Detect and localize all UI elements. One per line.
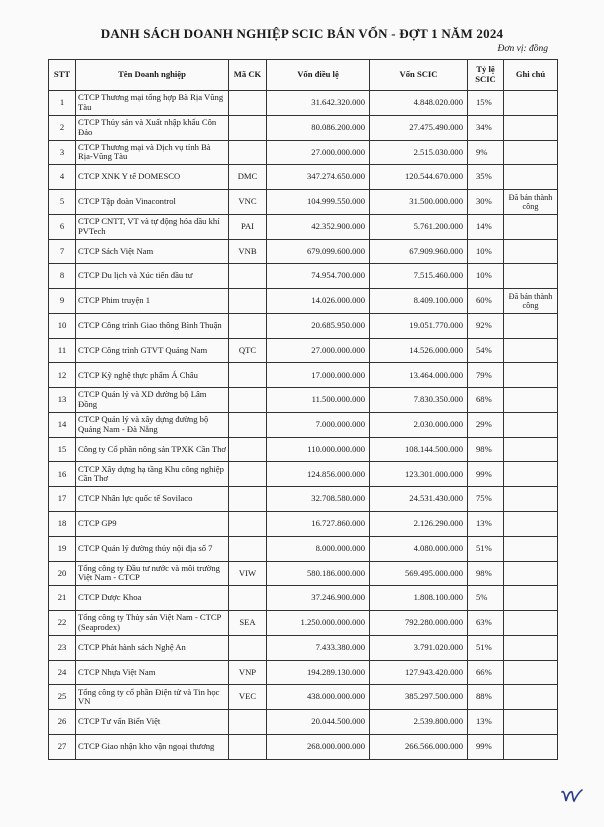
header-charter-capital: Vốn điều lệ bbox=[267, 60, 370, 91]
table-row bbox=[49, 710, 558, 735]
table-row bbox=[49, 239, 558, 264]
row-scic-ratio: 14% bbox=[468, 214, 504, 239]
row-scic-capital: 3.791.020.000 bbox=[370, 635, 468, 660]
row-charter-capital: 37.246.900.000 bbox=[267, 586, 370, 611]
row-charter-capital: 14.026.000.000 bbox=[267, 289, 370, 314]
row-charter-capital: 347.274.650.000 bbox=[267, 165, 370, 190]
row-stock-code bbox=[229, 412, 267, 437]
row-stock-code: VIW bbox=[229, 561, 267, 586]
row-scic-capital: 7.515.460.000 bbox=[370, 264, 468, 289]
row-stock-code: QTC bbox=[229, 338, 267, 363]
row-stock-code bbox=[229, 710, 267, 735]
row-stock-code bbox=[229, 363, 267, 388]
row-note bbox=[504, 313, 558, 338]
row-stock-code: VEC bbox=[229, 685, 267, 710]
row-stock-code: DMC bbox=[229, 165, 267, 190]
row-company-name: CTCP Thủy sản và Xuất nhập khẩu Côn Đảo bbox=[76, 115, 229, 140]
table-row bbox=[49, 412, 558, 437]
row-charter-capital: 42.352.900.000 bbox=[267, 214, 370, 239]
row-scic-capital: 8.409.100.000 bbox=[370, 289, 468, 314]
row-scic-ratio: 30% bbox=[468, 190, 504, 215]
header-company-name: Tên Doanh nghiệp bbox=[76, 60, 229, 91]
row-company-name: Tổng công ty Thủy sản Việt Nam - CTCP (Seaprodex) bbox=[76, 611, 229, 636]
row-scic-capital: 2.515.030.000 bbox=[370, 140, 468, 165]
row-company-name: CTCP Nhân lực quốc tế Sovilaco bbox=[76, 487, 229, 512]
row-stock-code bbox=[229, 512, 267, 537]
row-scic-capital: 2.030.000.000 bbox=[370, 412, 468, 437]
row-note bbox=[504, 264, 558, 289]
row-stock-code bbox=[229, 734, 267, 759]
row-stock-code: VNB bbox=[229, 239, 267, 264]
row-scic-ratio: 63% bbox=[468, 611, 504, 636]
row-scic-ratio: 13% bbox=[468, 512, 504, 537]
row-scic-ratio: 10% bbox=[468, 264, 504, 289]
row-charter-capital: 80.086.200.000 bbox=[267, 115, 370, 140]
table-row bbox=[49, 437, 558, 462]
row-scic-capital: 4.080.000.000 bbox=[370, 536, 468, 561]
row-company-name: Công ty Cổ phần nông sản TPXK Cần Thơ bbox=[76, 437, 229, 462]
header-scic-capital: Vốn SCIC bbox=[370, 60, 468, 91]
row-scic-capital: 266.566.000.000 bbox=[370, 734, 468, 759]
row-note bbox=[504, 635, 558, 660]
table-row bbox=[49, 611, 558, 636]
row-charter-capital: 20.685.950.000 bbox=[267, 313, 370, 338]
table-row bbox=[49, 165, 558, 190]
row-charter-capital: 1.250.000.000.000 bbox=[267, 611, 370, 636]
row-scic-ratio: 88% bbox=[468, 685, 504, 710]
header-stt: STT bbox=[49, 60, 76, 91]
header-note: Ghi chú bbox=[504, 60, 558, 91]
table-row bbox=[49, 462, 558, 487]
table-row bbox=[49, 586, 558, 611]
row-scic-ratio: 51% bbox=[468, 536, 504, 561]
row-scic-ratio: 60% bbox=[468, 289, 504, 314]
row-scic-capital: 569.495.000.000 bbox=[370, 561, 468, 586]
row-company-name: CTCP CNTT, VT và tự động hóa dầu khí PVTech bbox=[76, 214, 229, 239]
row-charter-capital: 20.044.500.000 bbox=[267, 710, 370, 735]
table-row bbox=[49, 363, 558, 388]
row-stock-code bbox=[229, 487, 267, 512]
row-note bbox=[504, 239, 558, 264]
row-scic-ratio: 68% bbox=[468, 388, 504, 413]
row-stt: 20 bbox=[49, 561, 76, 586]
row-company-name: CTCP Kỹ nghệ thực phẩm Á Châu bbox=[76, 363, 229, 388]
row-company-name: CTCP Quản lý và xây dựng đường bộ Quảng Nam - Đà Nẵng bbox=[76, 412, 229, 437]
table-row bbox=[49, 536, 558, 561]
row-stock-code bbox=[229, 140, 267, 165]
row-charter-capital: 104.999.550.000 bbox=[267, 190, 370, 215]
row-company-name: CTCP XNK Y tế DOMESCO bbox=[76, 165, 229, 190]
row-charter-capital: 110.000.000.000 bbox=[267, 437, 370, 462]
row-stt: 26 bbox=[49, 710, 76, 735]
row-stock-code bbox=[229, 264, 267, 289]
row-charter-capital: 194.289.130.000 bbox=[267, 660, 370, 685]
row-scic-ratio: 98% bbox=[468, 437, 504, 462]
row-scic-ratio: 54% bbox=[468, 338, 504, 363]
row-stt: 25 bbox=[49, 685, 76, 710]
row-scic-ratio: 79% bbox=[468, 363, 504, 388]
row-scic-capital: 127.943.420.000 bbox=[370, 660, 468, 685]
row-stock-code bbox=[229, 462, 267, 487]
row-stt: 12 bbox=[49, 363, 76, 388]
row-scic-ratio: 35% bbox=[468, 165, 504, 190]
row-scic-capital: 31.500.000.000 bbox=[370, 190, 468, 215]
row-note bbox=[504, 338, 558, 363]
row-stt: 16 bbox=[49, 462, 76, 487]
table-row bbox=[49, 91, 558, 116]
row-company-name: CTCP GP9 bbox=[76, 512, 229, 537]
row-company-name: CTCP Sách Việt Nam bbox=[76, 239, 229, 264]
table-row bbox=[49, 214, 558, 239]
row-scic-capital: 2.539.800.000 bbox=[370, 710, 468, 735]
table-row bbox=[49, 338, 558, 363]
row-charter-capital: 11.500.000.000 bbox=[267, 388, 370, 413]
table-row bbox=[49, 388, 558, 413]
row-charter-capital: 438.000.000.000 bbox=[267, 685, 370, 710]
row-company-name: CTCP Dược Khoa bbox=[76, 586, 229, 611]
row-stt: 5 bbox=[49, 190, 76, 215]
row-stt: 15 bbox=[49, 437, 76, 462]
table-row bbox=[49, 264, 558, 289]
row-company-name: Tổng công ty cổ phần Điện tử và Tin học VN bbox=[76, 685, 229, 710]
row-company-name: CTCP Quản lý đường thủy nội địa số 7 bbox=[76, 536, 229, 561]
row-stt: 19 bbox=[49, 536, 76, 561]
row-scic-capital: 4.848.020.000 bbox=[370, 91, 468, 116]
row-scic-capital: 14.526.000.000 bbox=[370, 338, 468, 363]
row-scic-capital: 5.761.200.000 bbox=[370, 214, 468, 239]
row-note bbox=[504, 214, 558, 239]
row-stock-code bbox=[229, 388, 267, 413]
unit-note: Đơn vị: đồng bbox=[497, 44, 548, 54]
row-scic-capital: 2.126.290.000 bbox=[370, 512, 468, 537]
row-stock-code bbox=[229, 115, 267, 140]
row-scic-capital: 1.808.100.000 bbox=[370, 586, 468, 611]
row-stt: 18 bbox=[49, 512, 76, 537]
row-stock-code bbox=[229, 91, 267, 116]
row-note bbox=[504, 685, 558, 710]
row-charter-capital: 31.642.320.000 bbox=[267, 91, 370, 116]
table-row bbox=[49, 190, 558, 215]
row-note bbox=[504, 115, 558, 140]
row-stock-code bbox=[229, 437, 267, 462]
row-scic-ratio: 29% bbox=[468, 412, 504, 437]
row-note bbox=[504, 611, 558, 636]
row-stt: 3 bbox=[49, 140, 76, 165]
row-charter-capital: 268.000.000.000 bbox=[267, 734, 370, 759]
row-note bbox=[504, 437, 558, 462]
table-row bbox=[49, 313, 558, 338]
row-note bbox=[504, 710, 558, 735]
row-note bbox=[504, 487, 558, 512]
row-charter-capital: 8.000.000.000 bbox=[267, 536, 370, 561]
row-stock-code: VNC bbox=[229, 190, 267, 215]
row-company-name: CTCP Thương mại và Dịch vụ tỉnh Bà Rịa-Vũng Tàu bbox=[76, 140, 229, 165]
row-scic-capital: 385.297.500.000 bbox=[370, 685, 468, 710]
row-scic-capital: 108.144.500.000 bbox=[370, 437, 468, 462]
row-scic-ratio: 66% bbox=[468, 660, 504, 685]
row-stt: 9 bbox=[49, 289, 76, 314]
row-charter-capital: 74.954.700.000 bbox=[267, 264, 370, 289]
row-scic-ratio: 5% bbox=[468, 586, 504, 611]
row-company-name: CTCP Du lịch và Xúc tiến đầu tư bbox=[76, 264, 229, 289]
table-row bbox=[49, 115, 558, 140]
row-stt: 22 bbox=[49, 611, 76, 636]
row-company-name: CTCP Công trình GTVT Quảng Nam bbox=[76, 338, 229, 363]
row-scic-ratio: 9% bbox=[468, 140, 504, 165]
row-charter-capital: 27.000.000.000 bbox=[267, 140, 370, 165]
row-stt: 1 bbox=[49, 91, 76, 116]
row-charter-capital: 7.000.000.000 bbox=[267, 412, 370, 437]
row-company-name: CTCP Phim truyện 1 bbox=[76, 289, 229, 314]
row-scic-capital: 792.280.000.000 bbox=[370, 611, 468, 636]
row-note bbox=[504, 412, 558, 437]
initials-signature bbox=[560, 786, 586, 806]
row-note bbox=[504, 512, 558, 537]
row-stt: 21 bbox=[49, 586, 76, 611]
row-company-name: Tổng công ty Đầu tư nước và môi trường Việt Nam - CTCP bbox=[76, 561, 229, 586]
row-note bbox=[504, 536, 558, 561]
row-company-name: CTCP Tư vấn Biển Việt bbox=[76, 710, 229, 735]
table-row bbox=[49, 512, 558, 537]
header-scic-ratio: Tỷ lệ SCIC bbox=[468, 60, 504, 91]
row-company-name: CTCP Nhựa Việt Nam bbox=[76, 660, 229, 685]
row-company-name: CTCP Tập đoàn Vinacontrol bbox=[76, 190, 229, 215]
row-note bbox=[504, 561, 558, 586]
table-row bbox=[49, 635, 558, 660]
table-row bbox=[49, 561, 558, 586]
row-scic-capital: 7.830.350.000 bbox=[370, 388, 468, 413]
row-scic-ratio: 92% bbox=[468, 313, 504, 338]
row-stt: 17 bbox=[49, 487, 76, 512]
row-scic-ratio: 99% bbox=[468, 734, 504, 759]
row-scic-ratio: 13% bbox=[468, 710, 504, 735]
row-scic-capital: 13.464.000.000 bbox=[370, 363, 468, 388]
row-scic-capital: 123.301.000.000 bbox=[370, 462, 468, 487]
row-charter-capital: 124.856.000.000 bbox=[267, 462, 370, 487]
company-table bbox=[48, 59, 558, 760]
row-scic-ratio: 98% bbox=[468, 561, 504, 586]
row-stt: 8 bbox=[49, 264, 76, 289]
row-note: Đã bán thành công bbox=[504, 190, 558, 215]
row-stt: 14 bbox=[49, 412, 76, 437]
row-scic-capital: 27.475.490.000 bbox=[370, 115, 468, 140]
row-note bbox=[504, 165, 558, 190]
row-stt: 24 bbox=[49, 660, 76, 685]
row-stock-code bbox=[229, 635, 267, 660]
row-scic-ratio: 15% bbox=[468, 91, 504, 116]
table-row bbox=[49, 289, 558, 314]
row-company-name: CTCP Công trình Giao thông Bình Thuận bbox=[76, 313, 229, 338]
row-note bbox=[504, 91, 558, 116]
row-note bbox=[504, 388, 558, 413]
row-scic-capital: 67.909.960.000 bbox=[370, 239, 468, 264]
row-note: Đã bán thành công bbox=[504, 289, 558, 314]
row-company-name: CTCP Giao nhận kho vận ngoại thương bbox=[76, 734, 229, 759]
table-row bbox=[49, 734, 558, 759]
table-row bbox=[49, 140, 558, 165]
row-charter-capital: 32.708.580.000 bbox=[267, 487, 370, 512]
row-stock-code: PAI bbox=[229, 214, 267, 239]
row-stt: 6 bbox=[49, 214, 76, 239]
row-note bbox=[504, 586, 558, 611]
row-note bbox=[504, 140, 558, 165]
row-note bbox=[504, 462, 558, 487]
table-header-row bbox=[49, 60, 558, 91]
row-scic-capital: 19.051.770.000 bbox=[370, 313, 468, 338]
row-stt: 11 bbox=[49, 338, 76, 363]
row-scic-capital: 24.531.430.000 bbox=[370, 487, 468, 512]
row-stock-code bbox=[229, 289, 267, 314]
row-stt: 23 bbox=[49, 635, 76, 660]
row-stt: 2 bbox=[49, 115, 76, 140]
row-stock-code bbox=[229, 586, 267, 611]
row-charter-capital: 7.433.380.000 bbox=[267, 635, 370, 660]
table-body bbox=[49, 91, 558, 760]
row-note bbox=[504, 660, 558, 685]
row-company-name: CTCP Phát hành sách Nghệ An bbox=[76, 635, 229, 660]
row-scic-capital: 120.544.670.000 bbox=[370, 165, 468, 190]
row-charter-capital: 17.000.000.000 bbox=[267, 363, 370, 388]
row-stt: 13 bbox=[49, 388, 76, 413]
row-charter-capital: 679.099.600.000 bbox=[267, 239, 370, 264]
table-row bbox=[49, 660, 558, 685]
row-scic-ratio: 10% bbox=[468, 239, 504, 264]
row-charter-capital: 16.727.860.000 bbox=[267, 512, 370, 537]
row-note bbox=[504, 734, 558, 759]
row-note bbox=[504, 363, 558, 388]
row-company-name: CTCP Thương mại tổng hợp Bà Rịa Vũng Tàu bbox=[76, 91, 229, 116]
row-company-name: CTCP Xây dựng hạ tầng Khu công nghiệp Cần Thơ bbox=[76, 462, 229, 487]
row-stt: 10 bbox=[49, 313, 76, 338]
header-stock-code: Mã CK bbox=[229, 60, 267, 91]
row-stt: 4 bbox=[49, 165, 76, 190]
row-company-name: CTCP Quản lý và XD đường bộ Lâm Đồng bbox=[76, 388, 229, 413]
table-row bbox=[49, 487, 558, 512]
row-scic-ratio: 99% bbox=[468, 462, 504, 487]
row-stock-code bbox=[229, 536, 267, 561]
row-charter-capital: 580.186.000.000 bbox=[267, 561, 370, 586]
row-stock-code: VNP bbox=[229, 660, 267, 685]
row-stock-code: SEA bbox=[229, 611, 267, 636]
row-stt: 7 bbox=[49, 239, 76, 264]
row-scic-ratio: 75% bbox=[468, 487, 504, 512]
row-stt: 27 bbox=[49, 734, 76, 759]
row-scic-ratio: 34% bbox=[468, 115, 504, 140]
row-charter-capital: 27.000.000.000 bbox=[267, 338, 370, 363]
document-title: DANH SÁCH DOANH NGHIỆP SCIC BÁN VỐN - ĐỢT 1 NĂM 2024 bbox=[100, 26, 504, 41]
row-stock-code bbox=[229, 313, 267, 338]
table-row bbox=[49, 685, 558, 710]
row-scic-ratio: 51% bbox=[468, 635, 504, 660]
